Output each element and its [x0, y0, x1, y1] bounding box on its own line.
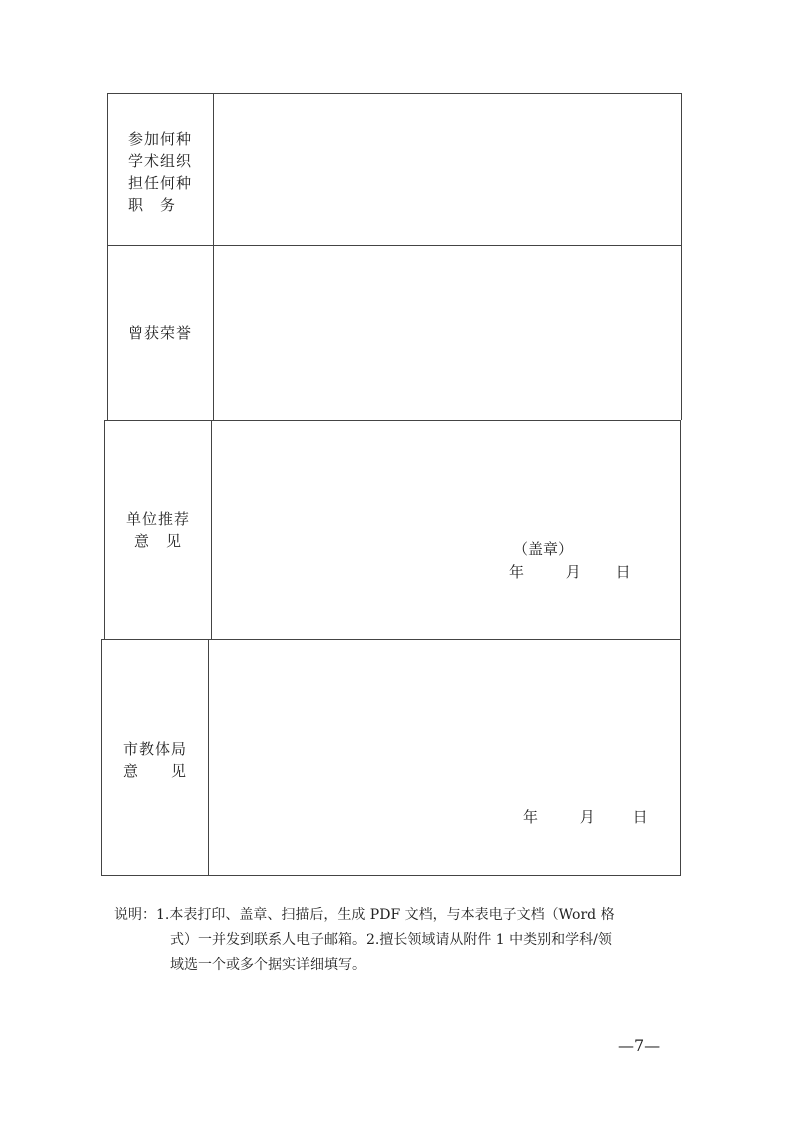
- day-label: 日: [615, 563, 631, 581]
- label-line: 参加何种: [128, 130, 193, 148]
- column-divider: [213, 94, 214, 245]
- instructions-note: [114, 903, 674, 978]
- seal-label: （盖章）: [513, 540, 574, 558]
- month-label: 月: [579, 808, 595, 826]
- column-divider: [213, 246, 214, 420]
- label-line: 职 务: [128, 196, 177, 214]
- label-line: 意 见: [134, 532, 183, 550]
- form-row-unit-recommendation: [104, 420, 681, 639]
- row-label-academic-orgs: [128, 128, 192, 216]
- year-label: 年: [509, 563, 525, 581]
- note-line: 域选一个或多个据实详细填写。: [170, 957, 366, 973]
- month-label: 月: [565, 563, 581, 581]
- page-number: —7—: [618, 1036, 661, 1055]
- row-label-education-bureau: [123, 738, 187, 782]
- note-line: 说明：1.本表打印、盖章、扫描后，生成 PDF 文档，与本表电子文档（Word 格: [114, 907, 615, 923]
- label-line: 单位推荐: [126, 510, 191, 528]
- label-line: 曾获荣誉: [128, 324, 193, 342]
- label-line: 市教体局: [123, 740, 188, 758]
- form-row-academic-orgs: [107, 93, 682, 245]
- signature-date-bureau: [523, 806, 648, 827]
- year-label: 年: [523, 808, 539, 826]
- form-row-honors: [107, 245, 682, 420]
- label-line: 意 见: [123, 762, 188, 780]
- label-line: 担任何种: [128, 174, 193, 192]
- column-divider: [211, 421, 212, 639]
- row-label-honors: [128, 322, 192, 344]
- column-divider: [208, 640, 209, 875]
- signature-date-unit: [509, 561, 631, 582]
- label-line: 学术组织: [128, 152, 193, 170]
- form-row-education-bureau: [101, 639, 681, 876]
- day-label: 日: [632, 808, 648, 826]
- row-label-unit-recommendation: [126, 508, 190, 552]
- note-line: 式）一并发到联系人电子邮箱。2.擅长领域请从附件 1 中类别和学科/领: [170, 932, 612, 948]
